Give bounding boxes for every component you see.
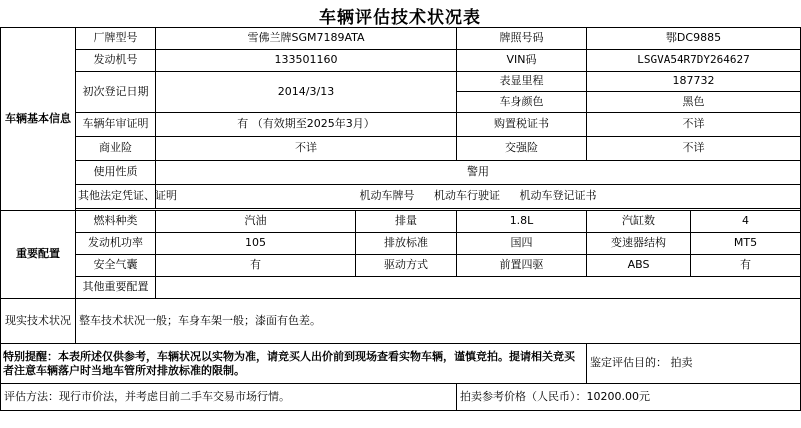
mileage-label: 表显里程 [457, 72, 587, 92]
condition-label: 现实技术状况 [1, 299, 76, 344]
power-label: 发动机功率 [76, 233, 156, 255]
section-config: 重要配置 [1, 211, 76, 299]
engine-label: 发动机号 [76, 50, 156, 72]
table-row [1, 185, 801, 209]
table-row [1, 161, 801, 185]
airbag-label: 安全气囊 [76, 255, 156, 277]
table-row [1, 384, 801, 411]
doc-registration-cert: 机动车登记证书 [519, 189, 597, 203]
table-row [1, 113, 801, 137]
annual-label: 车辆年审证明 [76, 113, 156, 137]
plate-value: 鄂DC9885 [587, 28, 801, 50]
table-row [1, 233, 801, 255]
model-label: 厂牌型号 [76, 28, 156, 50]
vin-value: LSGVA54R7DY264627 [587, 50, 801, 72]
cylinders-value: 4 [691, 211, 801, 233]
other-config-label: 其他重要配置 [76, 277, 156, 299]
vehicle-assessment-table [0, 27, 801, 411]
color-label: 车身颜色 [457, 92, 587, 113]
engine-value: 133501160 [156, 50, 457, 72]
section-basic-info: 车辆基本信息 [1, 28, 76, 211]
reg-date-value: 2014/3/13 [156, 72, 457, 113]
annual-value: 有 （有效期至2025年3月） [156, 113, 457, 137]
purchase-tax-value: 不详 [587, 113, 801, 137]
vin-label: VIN码 [457, 50, 587, 72]
assessment-purpose: 鉴定评估目的： 拍卖 [587, 344, 801, 384]
table-row [1, 28, 801, 50]
airbag-value: 有 [156, 255, 356, 277]
abs-value: 有 [691, 255, 801, 277]
displacement-value: 1.8L [457, 211, 587, 233]
compulsory-ins-label: 交强险 [457, 137, 587, 161]
usage-label: 使用性质 [76, 161, 156, 185]
doc-plate: 机动车牌号 [359, 189, 415, 203]
emission-value: 国四 [457, 233, 587, 255]
table-row [1, 255, 801, 277]
reference-price: 拍卖参考价格（人民币）：10200.00元 [457, 384, 801, 411]
transmission-value: MT5 [691, 233, 801, 255]
table-row [1, 299, 801, 344]
displacement-label: 排量 [356, 211, 457, 233]
drive-label: 驱动方式 [356, 255, 457, 277]
table-row [1, 72, 801, 92]
document-title: 车辆评估技术状况表 [319, 8, 481, 28]
docs-value [156, 185, 801, 209]
table-row [1, 277, 801, 299]
drive-value: 前置四驱 [457, 255, 587, 277]
docs-label: 其他法定凭证、证明 [76, 185, 156, 209]
table-row [1, 50, 801, 72]
assessment-method: 评估方法：现行市价法，并考虑目前二手车交易市场行情。 [1, 384, 457, 411]
doc-driving-license: 机动车行驶证 [434, 189, 500, 203]
usage-value: 警用 [156, 161, 801, 185]
plate-label: 牌照号码 [457, 28, 587, 50]
other-config-value [156, 277, 801, 299]
table-row [1, 344, 801, 384]
condition-value: 整车技术状况一般；车身车架一般；漆面有色差。 [76, 299, 801, 344]
commercial-ins-label: 商业险 [76, 137, 156, 161]
abs-label: ABS [587, 255, 691, 277]
model-value: 雪佛兰牌SGM7189ATA [156, 28, 457, 50]
table-row [1, 211, 801, 233]
compulsory-ins-value: 不详 [587, 137, 801, 161]
emission-label: 排放标准 [356, 233, 457, 255]
purchase-tax-label: 购置税证书 [457, 113, 587, 137]
table-row [1, 137, 801, 161]
special-notice: 特别提醒：本表所述仅供参考，车辆状况以实物为准，请竞买人出价前到现场查看实物车辆，谨慎竞拍。提请相关竞买者注意车辆落户时当地车管所对排放标准的限制。 [1, 344, 587, 384]
reg-date-label: 初次登记日期 [76, 72, 156, 113]
color-value: 黑色 [587, 92, 801, 113]
mileage-value: 187732 [587, 72, 801, 92]
commercial-ins-value: 不详 [156, 137, 457, 161]
fuel-value: 汽油 [156, 211, 356, 233]
power-value: 105 [156, 233, 356, 255]
cylinders-label: 汽缸数 [587, 211, 691, 233]
transmission-label: 变速器结构 [587, 233, 691, 255]
fuel-label: 燃料种类 [76, 211, 156, 233]
